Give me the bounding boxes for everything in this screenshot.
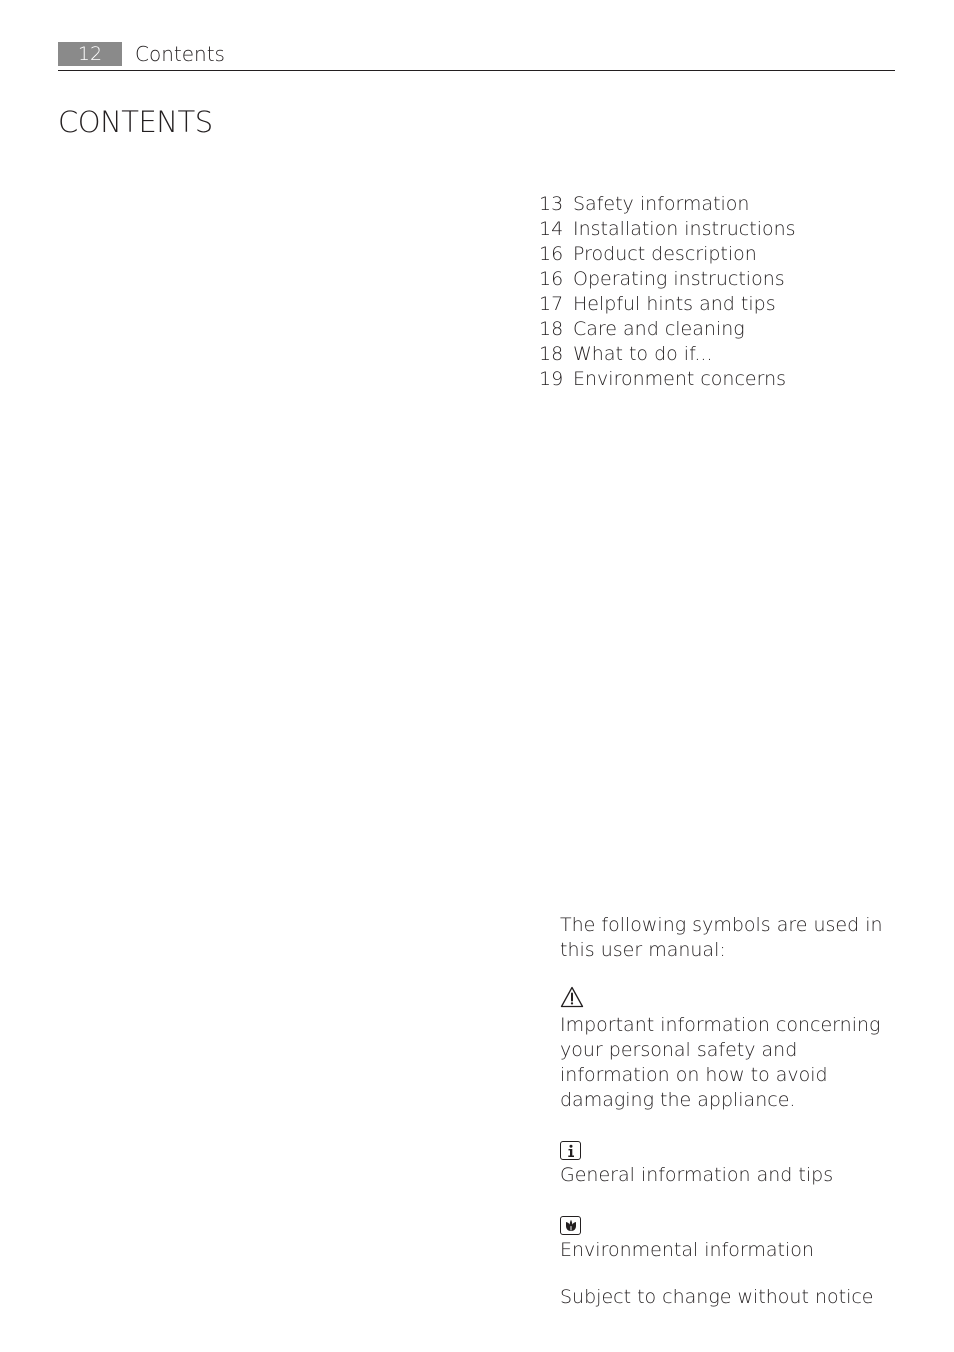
toc-page-number: 16	[539, 268, 564, 290]
toc-item-operating[interactable]	[539, 267, 796, 292]
toc-item-installation[interactable]	[539, 217, 796, 242]
toc-page-number: 18	[539, 318, 564, 340]
header-divider	[58, 70, 895, 71]
toc-item-what-to-do[interactable]	[539, 342, 796, 367]
table-of-contents	[539, 192, 796, 392]
environment-description: Environmental information	[560, 1239, 814, 1261]
environment-icon	[560, 1216, 581, 1235]
page-title: CONTENTS	[58, 105, 213, 139]
toc-page-number: 16	[539, 243, 564, 265]
toc-item-product-description[interactable]	[539, 242, 796, 267]
toc-label: Environment concerns	[573, 368, 787, 390]
environment-symbol-block	[560, 1213, 900, 1263]
toc-label: Safety information	[573, 193, 750, 215]
change-notice: Subject to change without notice	[560, 1286, 874, 1308]
toc-label: Helpful hints and tips	[573, 293, 776, 315]
page-number: 12	[77, 43, 103, 65]
info-symbol-block	[560, 1138, 900, 1188]
running-header: Contents	[135, 42, 225, 66]
toc-page-number: 17	[539, 293, 564, 315]
toc-label: Product description	[573, 243, 757, 265]
toc-page-number: 19	[539, 368, 564, 390]
toc-page-number: 13	[539, 193, 564, 215]
toc-label: Installation instructions	[573, 218, 796, 240]
toc-item-environment[interactable]	[539, 367, 796, 392]
symbols-intro: The following symbols are used in this user manual:	[560, 914, 883, 961]
warning-description: Important information concerning your personal safety and information on how to avoid damaging the appliance.	[560, 1014, 881, 1111]
toc-label: Care and cleaning	[573, 318, 745, 340]
toc-item-hints[interactable]	[539, 292, 796, 317]
toc-label: Operating instructions	[573, 268, 785, 290]
toc-label: What to do if...	[573, 343, 713, 365]
info-description: General information and tips	[560, 1164, 834, 1186]
warning-symbol-block	[560, 988, 900, 1113]
warning-triangle-icon	[560, 986, 584, 1015]
toc-item-care[interactable]	[539, 317, 796, 342]
toc-item-safety[interactable]	[539, 192, 796, 217]
toc-page-number: 14	[539, 218, 564, 240]
toc-page-number: 18	[539, 343, 564, 365]
symbols-legend	[560, 913, 900, 1310]
info-icon	[560, 1141, 581, 1160]
